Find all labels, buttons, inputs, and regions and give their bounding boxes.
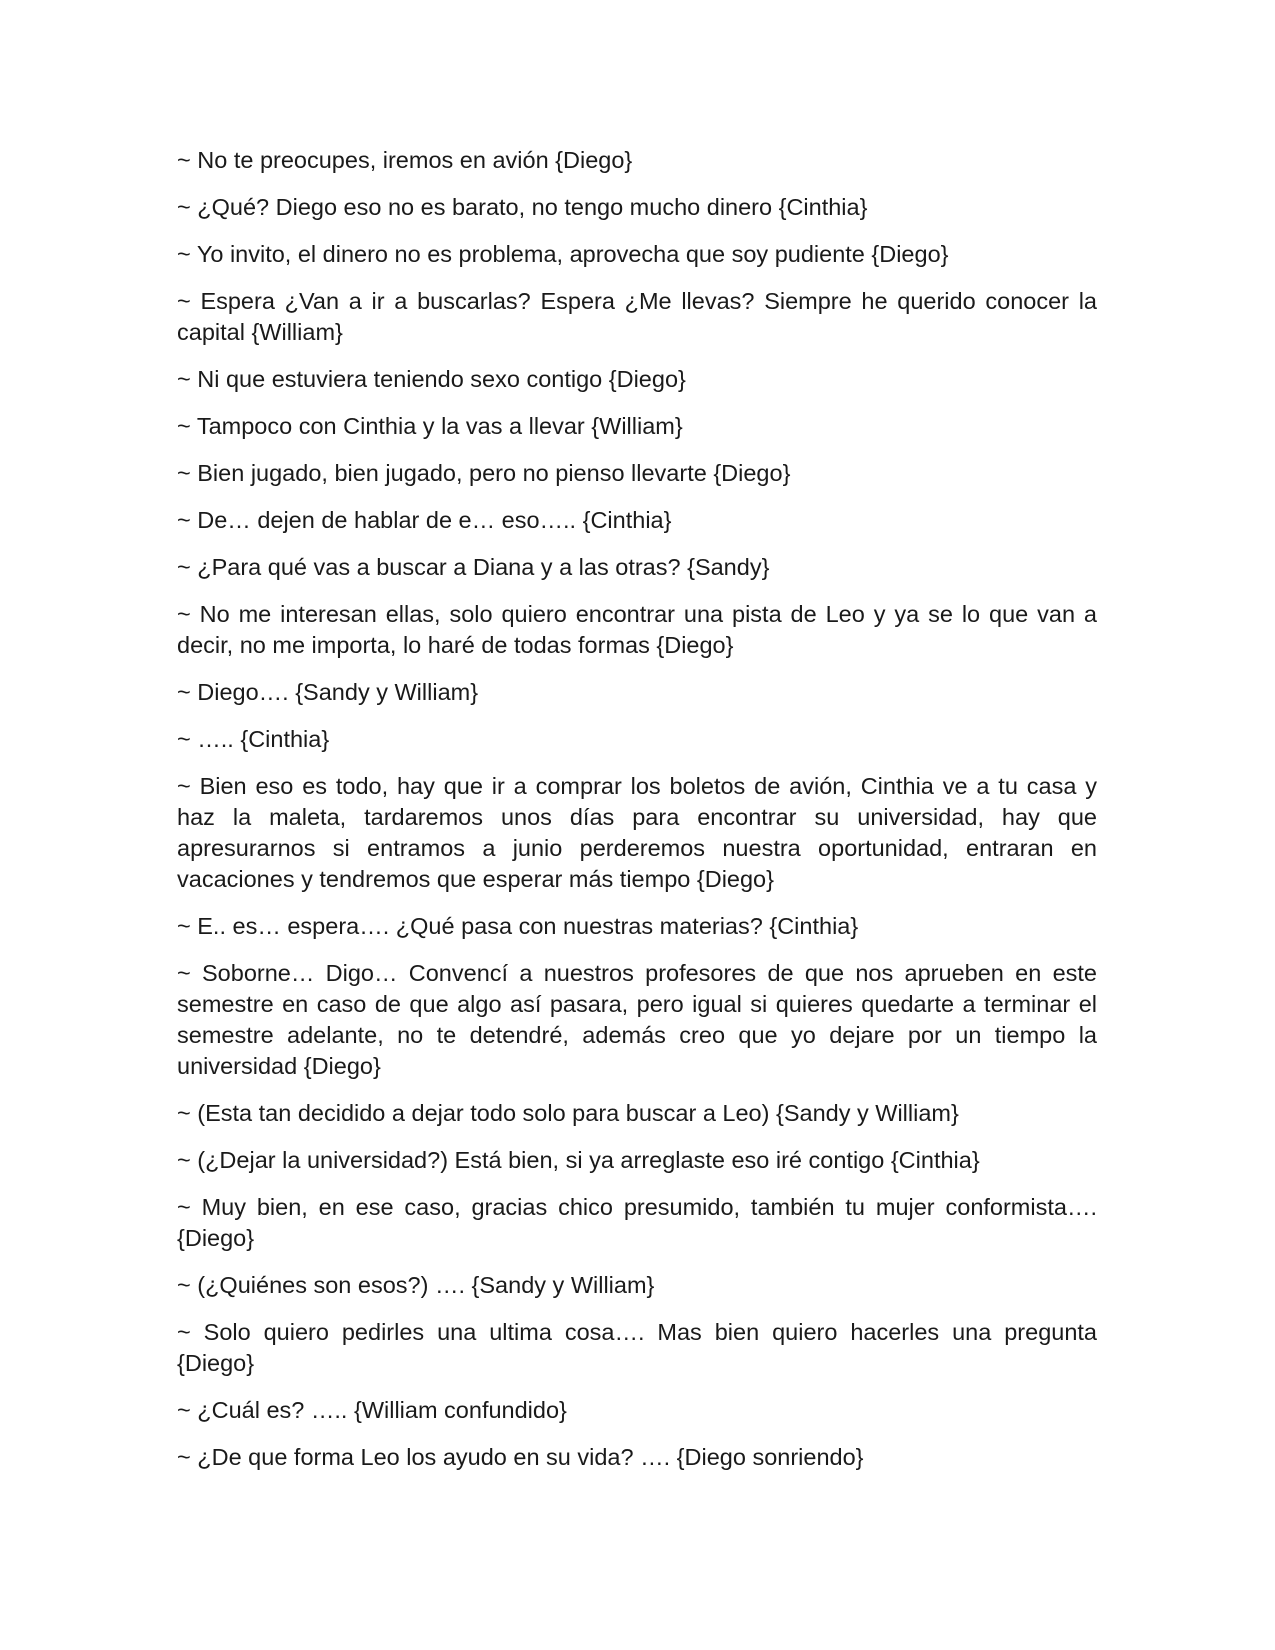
dialogue-line: ~ ¿De que forma Leo los ayudo en su vida? …. {Diego sonriendo} xyxy=(177,1444,864,1470)
document-body xyxy=(177,145,1097,1489)
dialogue-line: ~ ….. {Cinthia} xyxy=(177,726,330,752)
dialogue-line: ~ ¿Para qué vas a buscar a Diana y a las otras? {Sandy} xyxy=(177,554,770,580)
dialogue-line: ~ Muy bien, en ese caso, gracias chico presumido, también tu mujer conformista…. {Diego} xyxy=(177,1194,1097,1251)
dialogue-line: ~ (Esta tan decidido a dejar todo solo para buscar a Leo) {Sandy y William} xyxy=(177,1100,959,1126)
dialogue-line: ~ No te preocupes, iremos en avión {Diego} xyxy=(177,147,633,173)
dialogue-line: ~ Soborne… Digo… Convencí a nuestros profesores de que nos aprueben en este semestre en caso de que algo así pasara, pero igual si quieres quedarte a terminar el semestre adelante, no te detendré, además creo que yo dejare por un tiempo la universidad {Diego} xyxy=(177,960,1097,1079)
dialogue-line: ~ Bien jugado, bien jugado, pero no pienso llevarte {Diego} xyxy=(177,460,791,486)
dialogue-line: ~ No me interesan ellas, solo quiero encontrar una pista de Leo y ya se lo que van a decir, no me importa, lo haré de todas formas {Diego} xyxy=(177,601,1097,658)
dialogue-line: ~ (¿Dejar la universidad?) Está bien, si ya arreglaste eso iré contigo {Cinthia} xyxy=(177,1147,980,1173)
dialogue-line: ~ (¿Quiénes son esos?) …. {Sandy y William} xyxy=(177,1272,655,1298)
dialogue-line: ~ Espera ¿Van a ir a buscarlas? Espera ¿Me llevas? Siempre he querido conocer la capital {William} xyxy=(177,288,1097,345)
dialogue-line: ~ Diego…. {Sandy y William} xyxy=(177,679,479,705)
dialogue-line: ~ De… dejen de hablar de e… eso….. {Cinthia} xyxy=(177,507,672,533)
dialogue-line: ~ Yo invito, el dinero no es problema, aprovecha que soy pudiente {Diego} xyxy=(177,241,949,267)
dialogue-line: ~ Ni que estuviera teniendo sexo contigo {Diego} xyxy=(177,366,686,392)
dialogue-line: ~ Solo quiero pedirles una ultima cosa…. Mas bien quiero hacerles una pregunta {Diego} xyxy=(177,1319,1097,1376)
dialogue-line: ~ ¿Qué? Diego eso no es barato, no tengo mucho dinero {Cinthia} xyxy=(177,194,868,220)
dialogue-line: ~ Bien eso es todo, hay que ir a comprar los boletos de avión, Cinthia ve a tu casa y haz la maleta, tardaremos unos días para encontrar su universidad, hay que apresurarnos si entramos a junio perderemos nuestra oportunidad, entraran en vacaciones y tendremos que esperar más tiempo {Diego} xyxy=(177,773,1097,892)
dialogue-line: ~ Tampoco con Cinthia y la vas a llevar {William} xyxy=(177,413,683,439)
dialogue-line: ~ E.. es… espera…. ¿Qué pasa con nuestras materias? {Cinthia} xyxy=(177,913,859,939)
dialogue-line: ~ ¿Cuál es? ….. {William confundido} xyxy=(177,1397,567,1423)
